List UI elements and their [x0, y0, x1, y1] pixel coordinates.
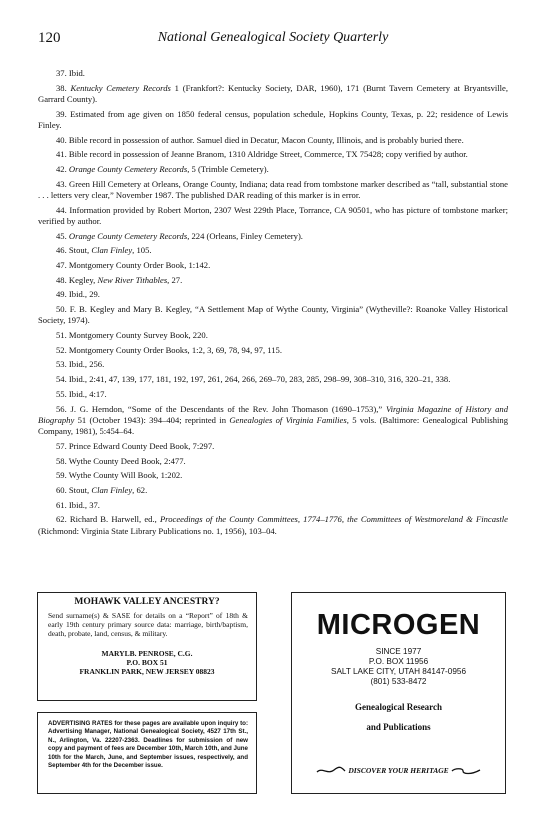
endnote-number: 47. [56, 260, 67, 271]
endnote-number: 59. [56, 470, 67, 481]
endnote-number: 45. [56, 230, 67, 241]
microgen-service-publications: and Publications [366, 722, 431, 732]
endnote [38, 289, 508, 300]
endnote-number: 37. [56, 68, 67, 78]
endnote-text: Wythe County Deed Book, 2:477. [68, 455, 186, 466]
endnote-number: 49. [56, 289, 67, 300]
endnote [38, 179, 508, 202]
endnote-title: Virginia Magazine of History and Biography [38, 403, 508, 425]
ad-contact-name: MARYLB. PENROSE, C.G. [101, 649, 193, 658]
endnote [38, 345, 508, 356]
endnote-title: Clan Finley [91, 484, 133, 495]
endnote-number: 55. [56, 388, 67, 399]
endnote [38, 470, 508, 481]
endnote-text: Wythe County Will Book, 1:202. [68, 470, 183, 481]
endnote-text: Stout, [68, 245, 92, 256]
endnote [38, 374, 508, 385]
endnote-text: , 105. [132, 245, 152, 256]
endnote-text: Montgomery County Order Books, 1:2, 3, 69, 78, 94, 97, 115. [68, 344, 282, 355]
endnote-number: 57. [56, 440, 67, 451]
endnote [38, 83, 508, 106]
endnote [38, 389, 508, 400]
endnote-number: 58. [56, 455, 67, 466]
endnote-title: New River Tithables [97, 274, 168, 285]
endnote-text: J. G. Herndon, “Some of the Descendants of the Rev. John Thomason (1690–1753),” [70, 403, 386, 414]
endnote-number: 50. [56, 304, 67, 315]
endnote-text: Prince Edward County Deed Book, 7:297. [68, 440, 215, 451]
mohawk-valley-ad [37, 592, 257, 701]
endnote-text: Montgomery County Order Book, 1:142. [68, 260, 211, 271]
endnote-text: Bible record in possession of author. Samuel died in Decatur, Macon County, Illinois, and is probably buried there. [68, 134, 464, 145]
endnote [38, 275, 508, 286]
endnote [38, 441, 508, 452]
endnote-number: 60. [56, 484, 67, 495]
endnote [38, 205, 508, 228]
endnote-title: Genealogies of Virginia Families [229, 414, 347, 425]
endnote-number: 42. [56, 164, 67, 175]
microgen-po-box: P.O. BOX 11956 [368, 657, 429, 666]
endnote [38, 485, 508, 496]
endnote-number: 41. [56, 149, 67, 160]
endnote [38, 330, 508, 341]
endnote-text: , 5 (Trimble Cemetery). [187, 164, 269, 175]
endnote-text: Estimated from age given on 1850 federal census, population schedule, Hopkins County, Texas, p. 22; residence of Lewis Finley. [38, 108, 508, 130]
swash-right-icon [451, 766, 481, 776]
endnote-number: 61. [56, 499, 67, 510]
endnote [38, 245, 508, 256]
endnote [38, 359, 508, 370]
endnote [38, 260, 508, 271]
endnote-number: 54. [56, 374, 67, 385]
endnote-number: 44. [56, 204, 67, 215]
endnote-number: 62. [56, 514, 67, 525]
ad-body: Send surname(s) & SASE for details on a “Report” of 18th & early 19th century primary source data: marriage, birth/baptism, death, probate, land, census, & military. [48, 611, 248, 638]
microgen-ad [291, 592, 506, 794]
endnote-text: , 62. [132, 484, 148, 495]
endnote-number: 46. [56, 245, 67, 256]
endnote [38, 109, 508, 132]
endnote-number: 39. [56, 108, 67, 119]
endnote-number: 48. [56, 274, 67, 285]
endnote [38, 149, 508, 160]
ad-contact-city: FRANKLIN PARK, NEW JERSEY 08823 [79, 667, 215, 676]
endnote-text: Ibid., 256. [68, 359, 105, 370]
endnote-text: , 224 (Orleans, Finley Cemetery). [187, 230, 303, 241]
endnote-text: Ibid., 37. [68, 499, 100, 510]
endnote-text: Ibid., 4:17. [68, 388, 107, 399]
endnote-text: Information provided by Robert Morton, 2307 West 229th Place, Torrance, CA 90501, who has picture of tombstone marker; verified by author. [38, 204, 508, 226]
endnote-text: Ibid. [68, 68, 85, 78]
microgen-since: SINCE 1977 [375, 647, 422, 656]
microgen-service-research: Genealogical Research [354, 702, 443, 712]
page-header [38, 30, 508, 50]
endnote [38, 231, 508, 242]
page-number: 120 [38, 30, 61, 46]
endnote-text: Montgomery County Survey Book, 220. [68, 330, 208, 341]
endnote-text: F. B. Kegley and Mary B. Kegley, “A Settlement Map of Wythe County, Virginia” (Wytheville?: Roanoke Valley Historical Society, 1974). [38, 304, 509, 326]
endnote [38, 135, 508, 146]
endnote-text: , 5 vols. (Baltimore: Genealogical Publishing Company, 1981), 5:454–64. [38, 414, 508, 437]
endnotes-list [38, 68, 508, 540]
endnote-number: 40. [56, 134, 67, 145]
microgen-tagline-text: DISCOVER YOUR HERITAGE [348, 766, 449, 775]
endnote-text: Green Hill Cemetery at Orleans, Orange County, Indiana; data read from tombstone marker described as “tall, substantial stone . . . letters very clear,” November 1987. The published DAR reading of this marker is in error. [38, 178, 508, 201]
microgen-city: SALT LAKE CITY, UTAH 84147-0956 [330, 667, 466, 676]
advertising-rates-text: ADVERTISING RATES for these pages are available upon inquiry to: Advertising Manager, National Genealogical Society, 4527 17th St., N., Arlington, Va. 22207-2363. Deadlines for submission of new copy and payment of fees are December 10th, March 10th, and June 10th for the March, June, and September issues, respectively, and September 4th for the December issue. [48, 720, 248, 770]
endnote-text: Kegley, [68, 274, 98, 285]
endnote-number: 51. [56, 330, 67, 341]
endnote-title: Orange County Cemetery Records [68, 230, 188, 241]
endnote-text: 1 (Frankfort?: Kentucky Society, DAR, 1960), 171 (Burnt Tavern Cemetery at Bryantsville, Garrard County). [38, 82, 508, 104]
advertising-rates-notice [37, 712, 257, 794]
microgen-tagline [292, 766, 505, 776]
endnote-number: 52. [56, 344, 67, 355]
endnote [38, 500, 508, 511]
endnote-number: 56. [56, 403, 67, 414]
endnote-text: 51 (October 1943): 394–404; reprinted in [74, 414, 230, 425]
endnote-text: Ibid., 29. [68, 289, 100, 300]
ad-contact-address: P.O. BOX 51 [126, 658, 168, 667]
endnote [38, 304, 508, 327]
endnote-text: (Richmond: Virginia State Library Publications no. 1, 1956), 103–04. [38, 525, 277, 536]
endnote-text: Richard B. Harwell, ed., [69, 514, 160, 525]
endnote-text: Stout, [68, 484, 92, 495]
endnote-number: 53. [56, 359, 67, 370]
endnote-text: Bible record in possession of Jeanne Branom, 1310 Aldridge Street, Commerce, TX 75428; copy verified by author. [68, 149, 468, 160]
endnote [38, 164, 508, 175]
endnote-text: , 27. [167, 274, 183, 285]
endnote [38, 68, 508, 79]
endnote-title: Orange County Cemetery Records [68, 164, 188, 175]
ad-title: MOHAWK VALLEY ANCESTRY? [74, 597, 220, 607]
endnote [38, 514, 508, 537]
endnote-title: Kentucky Cemetery Records [70, 82, 171, 93]
endnote-title: Proceedings of the County Committees, 1774–1776, the Committees of Westmoreland & Fincastle [159, 514, 508, 525]
microgen-phone: (801) 533-8472 [370, 677, 427, 686]
journal-title: National Genealogical Society Quarterly [157, 30, 389, 45]
endnote-number: 38. [56, 82, 67, 93]
swash-left-icon [316, 766, 346, 776]
endnote-text: Ibid., 2:41, 47, 139, 177, 181, 192, 197, 261, 264, 266, 269–70, 283, 285, 298–99, 308–310, 316, 320–21, 338. [68, 374, 451, 385]
endnote-number: 43. [56, 178, 67, 189]
endnote-title: Clan Finley [91, 245, 133, 256]
microgen-logo-text: MICROGEN [316, 609, 481, 641]
endnote [38, 456, 508, 467]
endnote [38, 404, 508, 438]
